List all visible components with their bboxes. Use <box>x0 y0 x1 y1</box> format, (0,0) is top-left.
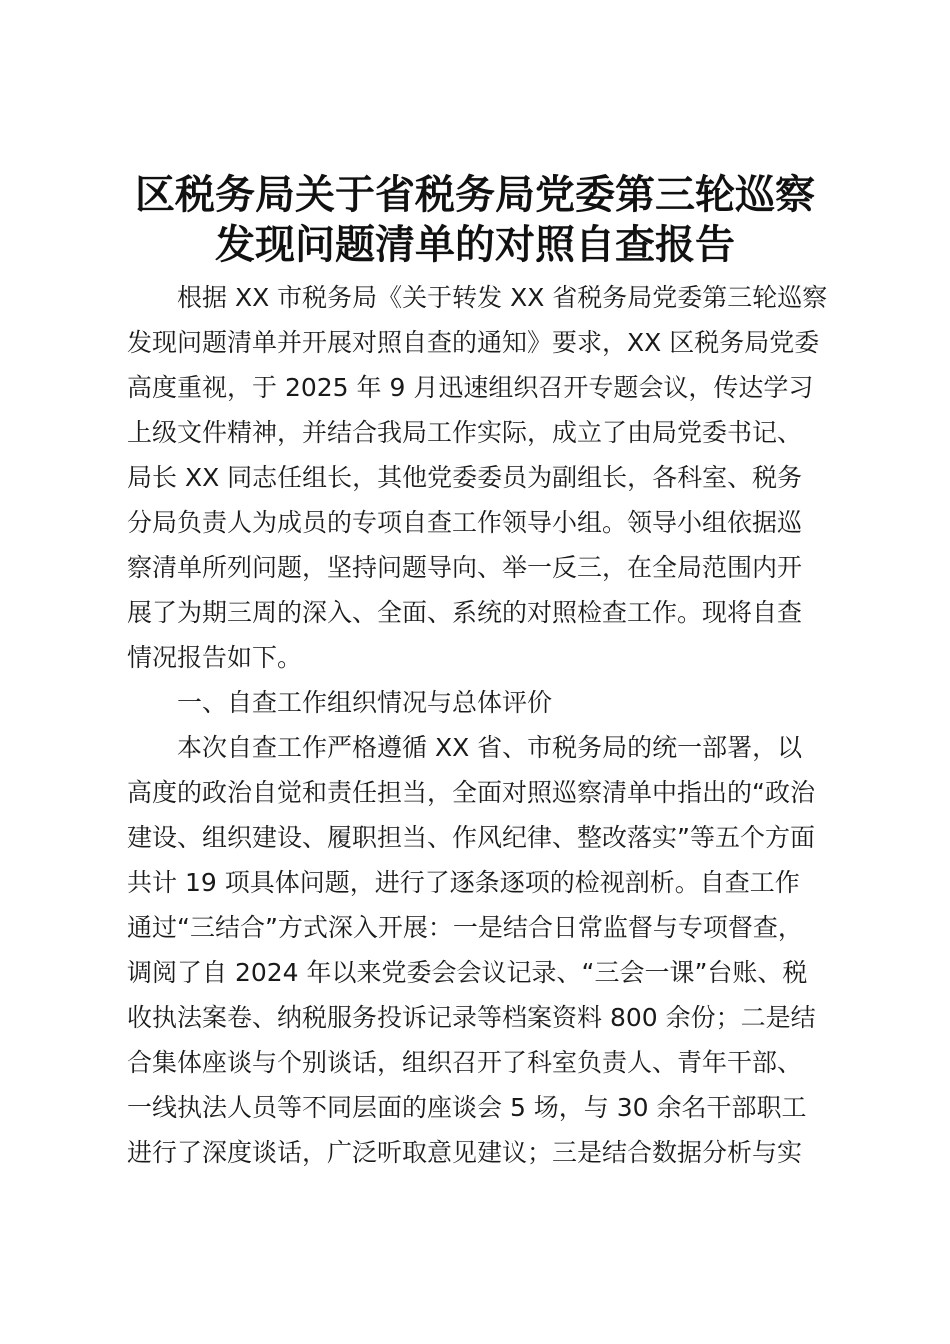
body-line: 合集体座谈与个别谈话，组织召开了科室负责人、青年干部、 <box>127 1048 803 1077</box>
body-line: 通过“三结合”方式深入开展：一是结合日常监督与专项督查， <box>127 913 803 942</box>
body-line: 情况报告如下。 <box>127 643 303 672</box>
body-line: 建设、组织建设、履职担当、作风纪律、整改落实”等五个方面 <box>127 823 815 852</box>
body-line: 根据 XX 市税务局《关于转发 XX 省税务局党委第三轮巡察 <box>177 283 828 312</box>
body-line: 进行了深度谈话，广泛听取意见建议；三是结合数据分析与实 <box>127 1138 803 1167</box>
document-title-line-1: 区税务局关于省税务局党委第三轮巡察 <box>135 171 815 218</box>
body-line: 高度重视，于 2025 年 9 月迅速组织召开专题会议，传达学习 <box>127 373 814 402</box>
body-line: 收执法案卷、纳税服务投诉记录等档案资料 800 余份；二是结 <box>127 1003 816 1032</box>
body-line: 局长 XX 同志任组长，其他党委委员为副组长，各科室、税务 <box>127 463 803 492</box>
body-line: 共计 19 项具体问题，进行了逐条逐项的检视剖析。自查工作 <box>127 868 800 897</box>
document-title-line-2: 发现问题清单的对照自查报告 <box>215 221 735 268</box>
body-line: 察清单所列问题，坚持问题导向、举一反三，在全局范围内开 <box>127 553 803 582</box>
body-line: 一线执法人员等不同层面的座谈会 5 场，与 30 余名干部职工 <box>127 1093 807 1122</box>
body-line: 调阅了自 2024 年以来党委会会议记录、“三会一课”台账、税 <box>127 958 808 987</box>
body-line: 高度的政治自觉和责任担当，全面对照巡察清单中指出的“政治 <box>127 778 815 807</box>
body-line: 发现问题清单并开展对照自查的通知》要求，XX 区税务局党委 <box>127 328 820 357</box>
body-line: 上级文件精神，并结合我局工作实际，成立了由局党委书记、 <box>127 418 803 447</box>
body-line: 展了为期三周的深入、全面、系统的对照检查工作。现将自查 <box>127 598 803 627</box>
body-line: 分局负责人为成员的专项自查工作领导小组。领导小组依据巡 <box>127 508 803 537</box>
body-line: 本次自查工作严格遵循 XX 省、市税务局的统一部署，以 <box>177 733 803 762</box>
section-heading: 一、自查工作组织情况与总体评价 <box>177 688 553 717</box>
